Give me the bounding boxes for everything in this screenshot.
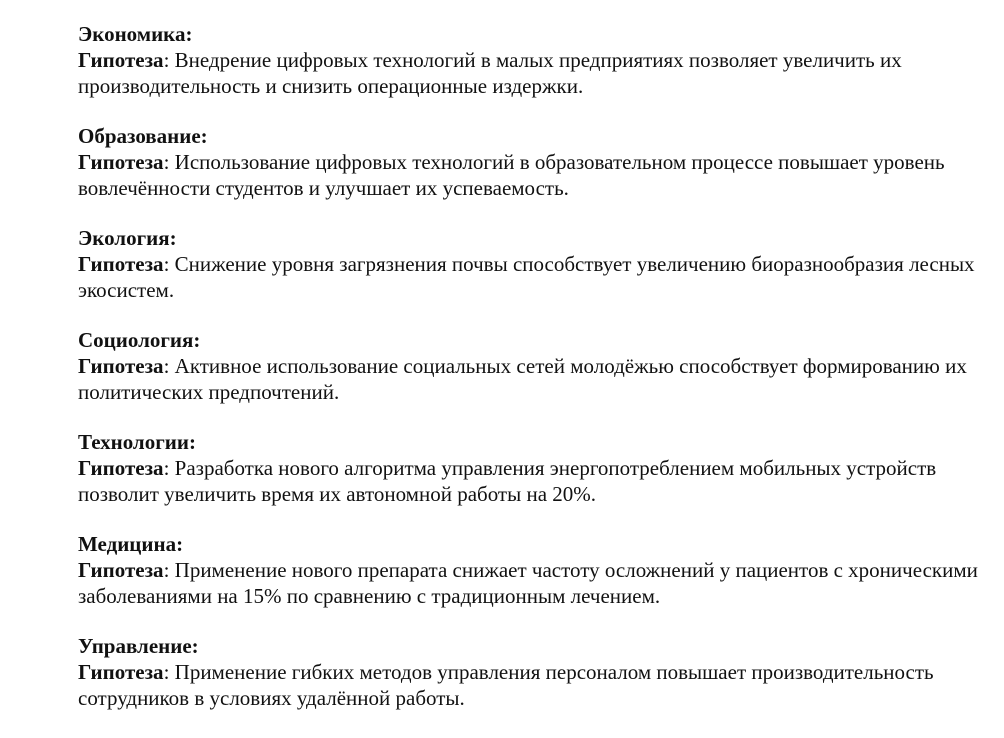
hypothesis-text: : Применение гибких методов управления персоналом повышает производительность сотрудников в условиях удалённой работы. — [78, 660, 934, 710]
section-medicine — [78, 531, 978, 609]
hypothesis-text: : Разработка нового алгоритма управления энергопотреблением мобильных устройств позволит увеличить время их автономной работы на 20%. — [78, 456, 937, 506]
hypothesis-paragraph — [78, 47, 978, 99]
hypothesis-label: Гипотеза — [78, 48, 164, 72]
hypothesis-label: Гипотеза — [78, 252, 164, 276]
section-heading: Медицина: — [78, 532, 184, 556]
hypothesis-text: : Активное использование социальных сетей молодёжью способствует формированию их политических предпочтений. — [78, 354, 967, 404]
hypothesis-paragraph — [78, 353, 978, 405]
hypothesis-text: : Внедрение цифровых технологий в малых предприятиях позволяет увеличить их производительность и снизить операционные издержки. — [78, 48, 902, 98]
hypothesis-paragraph — [78, 149, 978, 201]
section-heading: Экология: — [78, 226, 177, 250]
document-page — [78, 21, 978, 735]
section-management — [78, 633, 978, 711]
section-heading: Технологии: — [78, 430, 196, 454]
section-heading: Экономика: — [78, 22, 193, 46]
section-heading: Управление: — [78, 634, 199, 658]
hypothesis-paragraph — [78, 251, 978, 303]
hypothesis-paragraph — [78, 659, 978, 711]
section-ecology — [78, 225, 978, 303]
hypothesis-text: : Использование цифровых технологий в образовательном процессе повышает уровень вовлечённости студентов и улучшает их успеваемость. — [78, 150, 945, 200]
hypothesis-label: Гипотеза — [78, 558, 164, 582]
hypothesis-text: : Снижение уровня загрязнения почвы способствует увеличению биоразнообразия лесных экосистем. — [78, 252, 975, 302]
section-education — [78, 123, 978, 201]
hypothesis-label: Гипотеза — [78, 660, 164, 684]
hypothesis-paragraph — [78, 455, 978, 507]
hypothesis-paragraph — [78, 557, 978, 609]
section-heading: Социология: — [78, 328, 201, 352]
section-sociology — [78, 327, 978, 405]
section-heading: Образование: — [78, 124, 208, 148]
hypothesis-label: Гипотеза — [78, 456, 164, 480]
section-technology — [78, 429, 978, 507]
section-economics — [78, 21, 978, 99]
hypothesis-label: Гипотеза — [78, 354, 164, 378]
hypothesis-label: Гипотеза — [78, 150, 164, 174]
hypothesis-text: : Применение нового препарата снижает частоту осложнений у пациентов с хроническими заболеваниями на 15% по сравнению с традиционным лечением. — [78, 558, 978, 608]
